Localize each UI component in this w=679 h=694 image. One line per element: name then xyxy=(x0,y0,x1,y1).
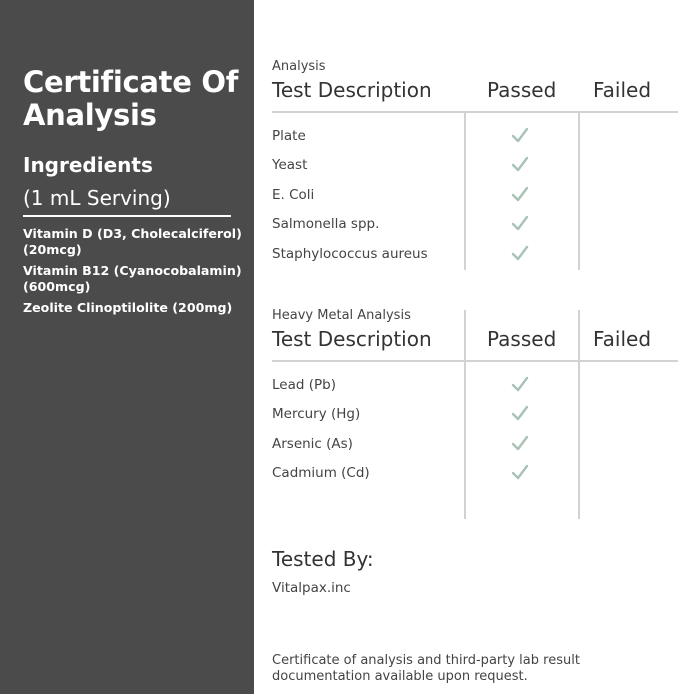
tested-by-value: Vitalpax.inc xyxy=(272,580,351,596)
table-row-label: Cadmium (Cd) xyxy=(272,465,370,481)
check-icon xyxy=(510,125,530,145)
footnote: Certificate of analysis and third-party lab result documentation available upon request. xyxy=(272,653,580,684)
serving-size: (1 mL Serving) xyxy=(23,186,171,210)
table-row-label: Lead (Pb) xyxy=(272,377,336,393)
right-panel xyxy=(254,0,679,694)
check-icon xyxy=(510,374,530,394)
ingredients-heading: Ingredients xyxy=(23,153,153,177)
column-divider xyxy=(464,310,466,519)
header-rule xyxy=(272,111,678,113)
column-divider xyxy=(578,310,580,519)
ingredients-list xyxy=(23,226,243,322)
table-row-label: Yeast xyxy=(272,157,308,173)
page-title: Certificate Of Analysis xyxy=(23,65,239,132)
check-icon xyxy=(510,243,530,263)
column-divider xyxy=(464,113,466,270)
table-row-label: Salmonella spp. xyxy=(272,216,380,232)
left-panel xyxy=(0,0,254,694)
check-icon xyxy=(510,184,530,204)
analysis-section-label: Analysis xyxy=(272,59,326,74)
header-rule xyxy=(272,360,678,362)
table-row-label: Staphylococcus aureus xyxy=(272,246,428,262)
check-icon xyxy=(510,154,530,174)
ingredient-item: Vitamin B12 (Cyanocobalamin) (600mcg) xyxy=(23,263,242,294)
check-icon xyxy=(510,403,530,423)
table-row-label: Plate xyxy=(272,128,306,144)
ingredient-item: Zeolite Clinoptilolite (200mg) xyxy=(23,300,233,315)
table-row-label: Arsenic (As) xyxy=(272,436,353,452)
check-icon xyxy=(510,462,530,482)
heavy-metal-section-label: Heavy Metal Analysis xyxy=(272,308,411,323)
column-header-passed: Passed xyxy=(487,78,557,102)
ingredient-item: Vitamin D (D3, Cholecalciferol) (20mcg) xyxy=(23,226,242,257)
divider xyxy=(23,215,231,217)
tested-by-heading: Tested By: xyxy=(272,547,374,571)
check-icon xyxy=(510,433,530,453)
column-header-failed: Failed xyxy=(593,78,652,102)
check-icon xyxy=(510,213,530,233)
column-header-test: Test Description xyxy=(272,327,432,351)
column-header-passed: Passed xyxy=(487,327,557,351)
column-header-failed: Failed xyxy=(593,327,652,351)
column-header-test: Test Description xyxy=(272,78,432,102)
column-divider xyxy=(578,113,580,270)
table-row-label: Mercury (Hg) xyxy=(272,406,361,422)
table-row-label: E. Coli xyxy=(272,187,315,203)
